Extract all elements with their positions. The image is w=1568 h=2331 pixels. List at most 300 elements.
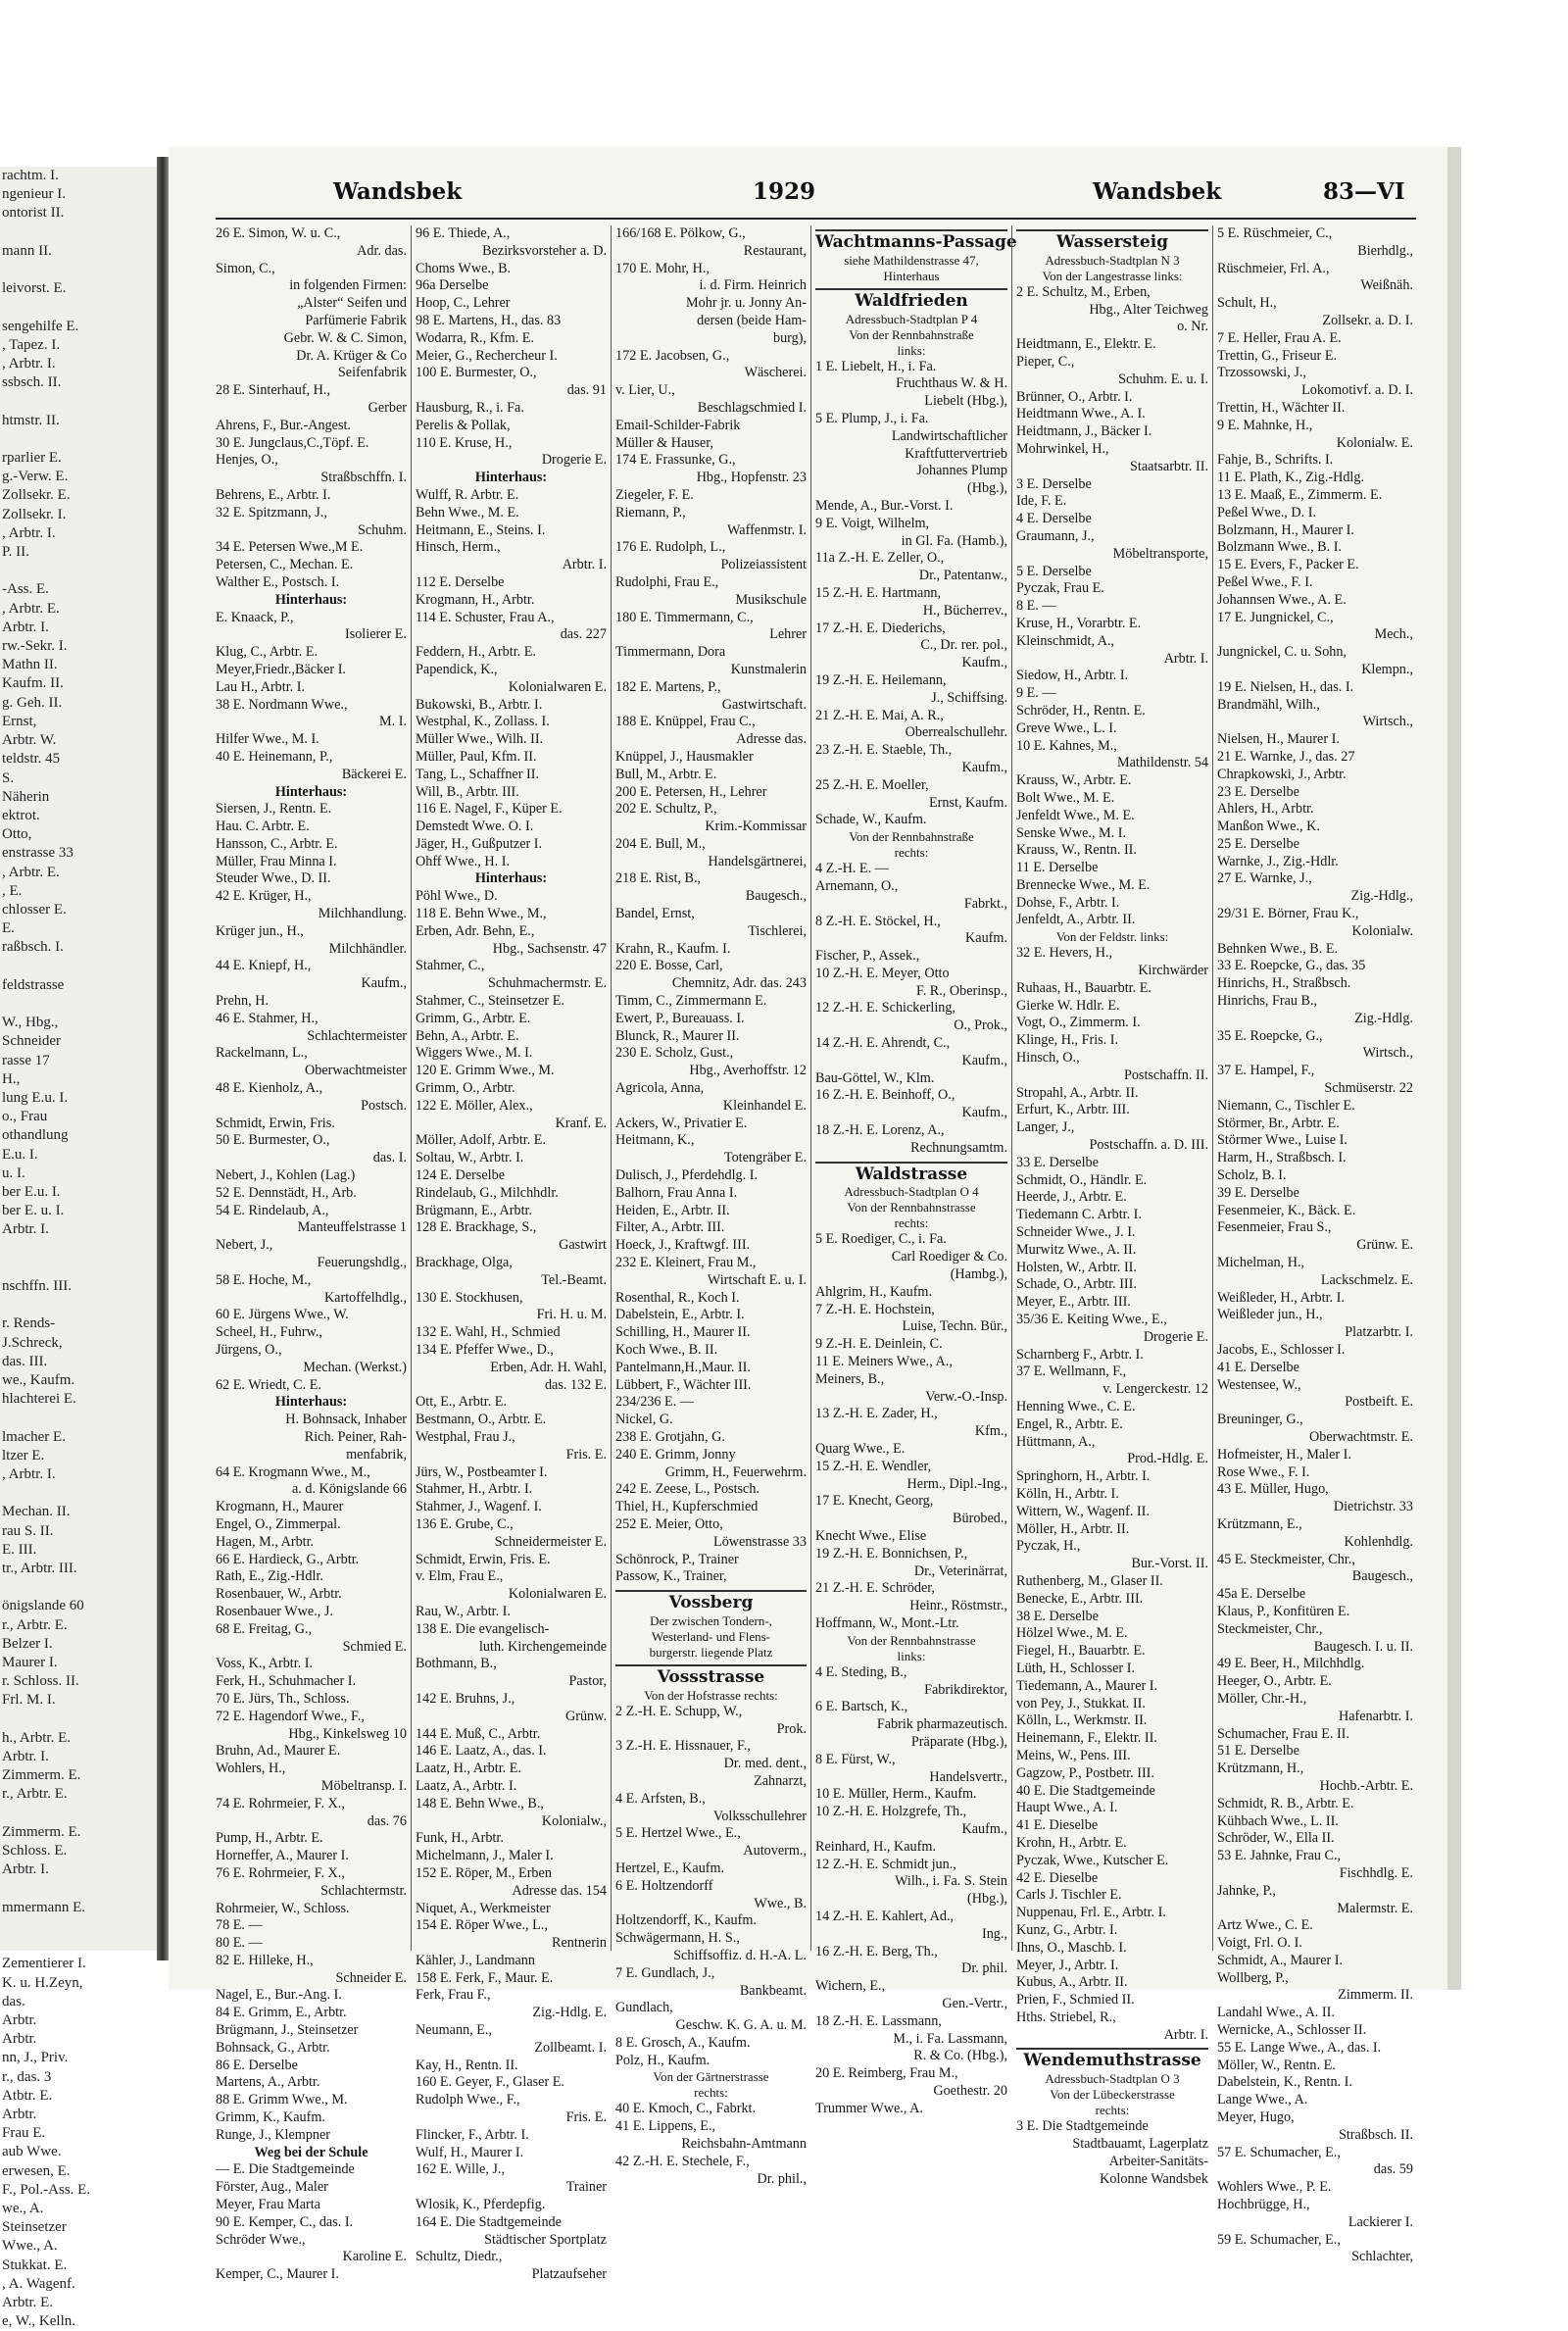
directory-entry: 230 E. Scholz, Gust., — [615, 1045, 734, 1062]
directory-entry: Luise, Techn. Bür., — [902, 1318, 1007, 1335]
header-page-number: 83—VI — [1323, 178, 1405, 205]
directory-entry: 43 E. Müller, Hugo, — [1217, 1481, 1329, 1498]
directory-entry: Carl Roediger & Co. — [891, 1249, 1007, 1265]
left-page-line: r., Arbtr. E. — [2, 1616, 68, 1633]
directory-entry: Brügmann, E., Arbtr. — [416, 1202, 533, 1218]
directory-entry: 4 E. Derselbe — [1016, 511, 1092, 527]
directory-entry: Städtischer Sportplatz — [484, 2231, 607, 2248]
directory-entry: 8 E. Grosch, A., Kaufm. — [615, 2034, 751, 2051]
directory-entry: 54 E. Rindelaub, A., — [216, 1202, 329, 1218]
directory-entry: Bierhdlg., — [1357, 242, 1413, 259]
directory-entry: Behrens, E., Arbtr. I. — [216, 486, 331, 503]
directory-entry: 40 E. Kmoch, C., Fabrkt. — [615, 2101, 757, 2117]
left-page-line: aub Wwe. — [2, 2144, 62, 2160]
left-page-line: teldstr. 45 — [2, 751, 61, 768]
directory-entry: das. 227 — [560, 626, 607, 643]
directory-entry: Schröder, H., Rentn. E. — [1016, 702, 1146, 719]
directory-entry: Polz, H., Kaufm. — [615, 2052, 710, 2068]
directory-entry: Ewert, P., Bureauass. I. — [615, 1010, 745, 1026]
directory-entry: 138 E. Die evangelisch- — [416, 1620, 550, 1637]
directory-entry: Platzaufseher — [531, 2266, 607, 2283]
directory-entry: (Hambg.), — [950, 1266, 1007, 1283]
column-3 — [615, 225, 807, 2187]
directory-entry: Email-Schilder-Fabrik — [615, 417, 741, 433]
directory-entry: 62 E. Wriedt, C. E. — [216, 1376, 321, 1393]
directory-entry: Papendick, K., — [416, 661, 498, 677]
left-page-line: Mechan. II. — [2, 1504, 71, 1520]
directory-entry: Rosenbauer, W., Arbtr. — [216, 1586, 342, 1603]
directory-entry: 42 E. Krüger, H., — [216, 888, 312, 905]
directory-entry: 30 E. Jungclaus,C.,Töpf. E. — [216, 434, 369, 451]
left-page-line: u. I. — [2, 1165, 25, 1181]
directory-entry: 10 Z.-H. E. Holzgrefe, Th., — [815, 1804, 967, 1820]
directory-entry: 7 E. Heller, Frau A. E. — [1217, 329, 1342, 346]
street-note: rechts: — [1095, 2103, 1130, 2118]
directory-entry: Karoline E. — [342, 2249, 407, 2265]
directory-entry: J., Schiffsing. — [931, 689, 1007, 706]
directory-entry: Krim.-Kommissar — [705, 818, 807, 835]
directory-entry: 18 Z.-H. E. Lassmann, — [815, 2012, 942, 2029]
directory-entry: Milchhandlung. — [318, 906, 407, 922]
directory-entry: Kähler, J., Landmann — [416, 1952, 535, 1968]
directory-entry: Schade, O., Arbtr. III. — [1016, 1276, 1137, 1293]
left-page-line — [0, 958, 157, 976]
directory-entry: das. 76 — [367, 1812, 407, 1829]
directory-entry: 42 Z.-H. E. Stechele, F., — [615, 2153, 750, 2169]
directory-entry: Schwägermann, H. S., — [615, 1930, 740, 1947]
directory-entry: Pyczak, H., — [1016, 1538, 1081, 1555]
left-page-line: leivorst. E. — [2, 280, 67, 297]
directory-entry: Staatsarbtr. II. — [1130, 458, 1208, 474]
directory-entry: Grünw. E. — [1356, 1237, 1413, 1254]
directory-entry: Rechnungsamtm. — [910, 1139, 1007, 1156]
left-page-line: Zollsekr. I. — [2, 506, 67, 522]
left-page-line: rasse 17 — [2, 1052, 50, 1068]
directory-entry: Petersen, C., Mechan. E. — [216, 557, 354, 573]
directory-entry: Rüschmeier, Frl. A., — [1217, 260, 1330, 276]
directory-entry: Pump, H., Arbtr. E. — [216, 1830, 323, 1847]
directory-entry: 5 E. Hertzel Wwe., E., — [615, 1825, 741, 1842]
directory-entry: 39 E. Derselbe — [1217, 1184, 1299, 1201]
directory-entry: Fris. E. — [565, 1446, 607, 1463]
left-page-line: rachtm. I. — [2, 168, 59, 183]
directory-entry: 240 E. Grimm, Jonny — [615, 1446, 736, 1463]
directory-entry: Hbg., Averhoffstr. 12 — [689, 1063, 807, 1079]
directory-entry: 8 E. Fürst, W., — [815, 1751, 896, 1767]
directory-entry: Scheel, H., Fuhrw., — [216, 1324, 323, 1341]
directory-entry: Neumann, E., — [416, 2022, 493, 2039]
directory-entry: Hafenarbtr. I. — [1338, 1708, 1413, 1724]
section-rule — [815, 288, 1007, 290]
left-page-line: Arbtr. I. — [2, 1749, 49, 1765]
left-page-line: mmermann E. — [2, 1899, 85, 1915]
street-heading: Waldstrasse — [855, 1164, 968, 1184]
directory-entry: 82 E. Hilleke, H., — [216, 1952, 314, 1968]
directory-entry: 114 E. Schuster, Frau A., — [416, 609, 555, 625]
directory-entry: Geschw. K. G. A. u. M. — [675, 2017, 807, 2034]
directory-entry: Rath, E., Zig.-Hdlr. — [216, 1568, 323, 1585]
directory-entry: Ihns, O., Maschb. I. — [1016, 1939, 1127, 1956]
directory-entry: 17 Z.-H. E. Diederichs, — [815, 620, 946, 636]
directory-entry: Schumacher, Frau E. II. — [1217, 1725, 1349, 1742]
directory-entry: Heinemann, F., Elektr. II. — [1016, 1730, 1157, 1747]
directory-entry: Bruhn, Ad., Maurer E. — [216, 1743, 341, 1760]
directory-entry: 55 E. Lange Wwe., A., das. I. — [1217, 2039, 1382, 2056]
left-page-line: Mathn II. — [2, 657, 58, 673]
directory-entry: Thiel, H., Kupferschmied — [615, 1499, 759, 1515]
directory-entry: 112 E. Derselbe — [416, 573, 505, 590]
left-page-line: Atbtr. E. — [2, 2087, 53, 2104]
directory-entry: 234/236 E. — — [615, 1394, 694, 1411]
directory-entry: Rau, W., Arbtr. I. — [416, 1603, 511, 1619]
directory-entry: Seifenfabrik — [337, 365, 407, 381]
directory-entry: Wirtsch., — [1362, 1045, 1413, 1062]
left-page-line: , Tapez. I. — [2, 336, 61, 353]
directory-entry: Kolonialw., — [541, 1812, 607, 1829]
directory-entry: 8 E. — — [1016, 598, 1056, 615]
directory-entry: Zig.-Hdlg. — [1354, 1010, 1413, 1026]
directory-entry: Wohlers, H., — [216, 1761, 286, 1777]
directory-entry: „Alster“ Seifen und — [297, 295, 407, 312]
directory-entry: 118 E. Behn Wwe., M., — [416, 906, 547, 922]
directory-entry: Greve Wwe., L. I. — [1016, 719, 1117, 736]
left-page-line: , Arbtr. I. — [2, 1466, 56, 1483]
column-divider — [411, 225, 412, 1951]
directory-entry: Scholz, B. I. — [1217, 1167, 1287, 1184]
directory-entry: Feddern, H., Arbtr. E. — [416, 644, 536, 661]
directory-entry: Martens, A., Arbtr. — [216, 2074, 320, 2091]
directory-entry: Quarg Wwe., E. — [815, 1441, 906, 1458]
directory-entry: 48 E. Kienholz, A., — [216, 1080, 323, 1097]
directory-entry: Wohlers Wwe., P. E. — [1217, 2179, 1332, 2196]
directory-entry: Meiners, B., — [815, 1370, 885, 1387]
book-gutter — [157, 157, 169, 1960]
column-divider — [611, 225, 612, 1951]
directory-entry: Kraftfuttervertrieb — [905, 445, 1007, 462]
directory-entry: Walther E., Postsch. I. — [216, 573, 340, 590]
directory-entry: Platzarbtr. I. — [1345, 1324, 1413, 1341]
directory-entry: Krahn, R., Kaufm. I. — [615, 940, 731, 957]
directory-entry: Jahnke, P., — [1217, 1882, 1276, 1899]
directory-entry: Präparate (Hbg.), — [910, 1733, 1007, 1750]
left-page-line: K. u. H.Zeyn, — [2, 1974, 83, 1991]
directory-entry: Schröder, W., Ella II. — [1217, 1830, 1335, 1847]
left-page-line: nschffn. III. — [2, 1277, 72, 1294]
directory-entry: Schmidt, Erwin, Fris. E. — [416, 1551, 551, 1567]
directory-entry: Prien, F., Schmied II. — [1016, 1992, 1135, 2009]
left-page-line: enstrasse 33 — [2, 845, 74, 862]
directory-entry: 21 Z.-H. E. Mai, A. R., — [815, 707, 944, 723]
directory-entry: Weißleder, H., Arbtr. I. — [1217, 1289, 1345, 1306]
subsection-label: Weg bei der Schule — [254, 2144, 368, 2160]
directory-entry: Kaufm. — [965, 930, 1007, 947]
left-page-line — [0, 1240, 157, 1259]
directory-entry: Lackschmelz. E. — [1320, 1271, 1413, 1288]
directory-entry: 176 E. Rudolph, L., — [615, 539, 726, 556]
left-page-line: , A. Wagenf. — [2, 2275, 75, 2292]
directory-entry: Meyer, Frau Marta — [216, 2197, 320, 2213]
directory-entry: Ahlers, H., Arbtr. — [1217, 801, 1314, 818]
directory-entry: 144 E. Muß, C., Arbtr. — [416, 1725, 541, 1742]
directory-entry: Kunstmalerin — [730, 661, 807, 677]
directory-entry: 32 E. Hevers, H., — [1016, 945, 1113, 962]
directory-entry: (Hbg.), — [967, 1891, 1007, 1908]
directory-entry: Meyer,Friedr.,Bäcker I. — [216, 661, 346, 677]
directory-entry: Steuder Wwe., D. II. — [216, 870, 331, 887]
directory-entry: 35/36 E. Keiting Wwe., E., — [1016, 1312, 1167, 1328]
directory-entry: Voss, K., Arbtr. I. — [216, 1656, 314, 1672]
left-page-line: Arbtr. W. — [2, 732, 57, 749]
street-note: rechts: — [894, 845, 929, 861]
left-page-line — [0, 261, 157, 279]
directory-entry: Jungnickel, C. u. Sohn, — [1217, 644, 1348, 661]
directory-entry: 41 E. Dieselbe — [1016, 1817, 1099, 1834]
directory-entry: Hbg., Hopfenstr. 23 — [696, 470, 807, 486]
directory-entry: 15 E. Evers, F., Packer E. — [1217, 557, 1359, 573]
directory-entry: 21 Z.-H. E. Schröder, — [815, 1580, 935, 1597]
left-page-line — [0, 1711, 157, 1729]
directory-entry: Klinge, H., Fris. I. — [1016, 1032, 1119, 1049]
directory-entry: Ahlgrim, H., Kaufm. — [815, 1283, 933, 1300]
directory-entry: 40 E. Heinemann, P., — [216, 748, 333, 765]
directory-entry: Hbg., Sachsenstr. 47 — [492, 940, 607, 957]
directory-entry: Fruchthaus W. & H. — [896, 375, 1007, 392]
left-page-line: F., Pol.-Ass. E. — [2, 2181, 91, 2198]
left-page-line: Arbtr. — [2, 2011, 37, 2028]
directory-entry: 90 E. Kemper, C., das. I. — [216, 2213, 354, 2230]
directory-entry: Erfurt, K., Arbtr. III. — [1016, 1102, 1130, 1118]
directory-entry: 66 E. Hardieck, G., Arbtr. — [216, 1551, 360, 1567]
section-rule — [1016, 229, 1208, 231]
directory-entry: 42 E. Dieselbe — [1016, 1869, 1099, 1886]
directory-entry: Niemann, C., Tischler E. — [1217, 1097, 1355, 1114]
left-page-line: r. Schloss. II. — [2, 1673, 79, 1690]
directory-entry: Dabelstein, K., Rentn. I. — [1217, 2074, 1352, 2091]
directory-entry: Kölln, H., Arbtr. I. — [1016, 1485, 1119, 1502]
directory-entry: Dr. A. Krüger & Co — [296, 347, 407, 364]
directory-entry: 9 E. Mahnke, H., — [1217, 417, 1313, 433]
directory-entry: Wulff, R. Arbtr. E. — [416, 486, 519, 503]
directory-entry: Rohrmeier, W., Schloss. — [216, 1900, 350, 1916]
left-page-line — [0, 1484, 157, 1503]
street-note: Adressbuch-Stadtplan O 4 — [844, 1184, 979, 1200]
directory-entry: Stahmer, C., Steinsetzer E. — [416, 993, 564, 1010]
directory-entry: in folgenden Firmen: — [289, 277, 407, 294]
directory-entry: Ott, E., Arbtr. E. — [416, 1394, 508, 1411]
directory-entry: Trainer — [565, 2179, 607, 2196]
directory-entry: Arbtr. I. — [562, 557, 607, 573]
directory-entry: Rentnerin — [552, 1935, 607, 1952]
directory-entry: 96 E. Thiede, A., — [416, 225, 511, 241]
directory-entry: Hoeck, J., Kraftwgf. III. — [615, 1237, 751, 1254]
directory-entry: Hinsch, O., — [1016, 1050, 1080, 1066]
street-heading: Vossstrasse — [657, 1666, 765, 1687]
directory-entry: Niquet, A., Werkmeister — [416, 1900, 551, 1916]
directory-entry: Fabrik pharmazeutisch. — [876, 1716, 1007, 1733]
directory-entry: Horneffer, A., Maurer I. — [216, 1848, 349, 1864]
directory-entry: Dabelstein, E., Arbtr. I. — [615, 1307, 745, 1323]
directory-entry: 128 E. Brackhage, S., — [416, 1219, 537, 1236]
directory-entry: Stahmer, J., Wagenf. I. — [416, 1499, 542, 1515]
directory-entry: Engel, O., Zimmerpal. — [216, 1515, 341, 1532]
directory-entry: Adresse das. 154 — [512, 1882, 607, 1899]
directory-entry: 26 E. Simon, W. u. C., — [216, 225, 341, 241]
directory-entry: 53 E. Jahnke, Frau C., — [1217, 1848, 1342, 1864]
directory-entry: in Gl. Fa. (Hamb.), — [901, 532, 1007, 549]
left-page-line: nn, J., Priv. — [2, 2050, 69, 2066]
directory-entry: 68 E. Freitag, G., — [216, 1620, 313, 1637]
left-page-line: Arbtr. I. — [2, 1861, 49, 1878]
directory-entry: Krüger jun., H., — [216, 922, 304, 939]
directory-entry: Trettin, H., Wächter II. — [1217, 399, 1346, 416]
directory-entry: 122 E. Möller, Alex., — [416, 1097, 533, 1114]
left-page-line: W., Hbg., — [2, 1015, 59, 1031]
section-rule — [815, 1162, 1007, 1164]
directory-entry: 100 E. Burmester, O., — [416, 365, 537, 381]
directory-entry: Rudolphi, Frau E., — [615, 573, 719, 590]
directory-entry: 3 E. Die Stadtgemeinde — [1016, 2118, 1149, 2135]
directory-entry: Kohlenhdlg. — [1344, 1533, 1413, 1550]
directory-entry: Schneider Wwe., J. I. — [1016, 1224, 1136, 1241]
directory-entry: Weißnäh. — [1360, 277, 1413, 294]
left-page-line — [0, 562, 157, 580]
street-note: Von der Gärtnerstrasse — [653, 2069, 769, 2085]
directory-entry: 2 E. Schultz, M., Erben, — [1016, 283, 1151, 300]
directory-entry: 16 Z.-H. E. Beinhoff, O., — [815, 1087, 956, 1104]
directory-entry: 23 Z.-H. E. Staeble, Th., — [815, 742, 953, 759]
directory-entry: Perelis & Pollak, — [416, 417, 511, 433]
directory-entry: (Hbg.), — [967, 480, 1007, 497]
directory-entry: Lüth, H., Schlosser I. — [1016, 1660, 1135, 1676]
header-left-town: Wandsbek — [333, 178, 463, 205]
directory-entry: 7 Z.-H. E. Hochstein, — [815, 1301, 935, 1317]
directory-entry: 110 E. Kruse, H., — [416, 434, 513, 451]
directory-entry: Schmidt, R. B., Arbtr. E. — [1217, 1795, 1354, 1811]
directory-entry: Henning Wwe., C. E. — [1016, 1399, 1136, 1414]
directory-entry: Kolonialwaren E. — [508, 1586, 607, 1603]
directory-entry: Meier, G., Rechercheur I. — [416, 347, 558, 364]
directory-entry: i. d. Firm. Heinrich — [699, 277, 807, 294]
left-page-line: E.u. I. — [2, 1146, 38, 1163]
directory-entry: 3 E. Derselbe — [1016, 475, 1092, 492]
directory-entry: Fabrikdirektor, — [924, 1681, 1007, 1698]
directory-entry: Schult, H., — [1217, 295, 1277, 312]
directory-entry: Bohnsack, G., Arbtr. — [216, 2039, 330, 2056]
street-note: Westerland- und Flens- — [652, 1628, 770, 1644]
directory-entry: Baugesch., — [745, 888, 807, 905]
directory-entry: Straßbschffn. I. — [320, 470, 407, 486]
left-page-line: e, W., Kelln. — [2, 2313, 75, 2330]
section-rule — [615, 1590, 807, 1592]
directory-entry: Musikschule — [735, 591, 807, 608]
directory-entry: Chrapkowski, J., Arbtr. — [1217, 766, 1347, 782]
directory-entry: 116 E. Nagel, F., Küper E. — [416, 801, 563, 818]
left-page-line: o., Frau — [2, 1109, 48, 1125]
directory-entry: Heiden, E., Arbtr. II. — [615, 1202, 730, 1218]
left-page-line: raßbsch. I. — [2, 939, 64, 956]
directory-entry: Vogt, O., Zimmerm. I. — [1016, 1015, 1141, 1031]
directory-entry: Kleinhandel E. — [722, 1097, 807, 1114]
directory-entry: 4 E. Steding, B., — [815, 1663, 907, 1680]
directory-entry: Westphal, Frau J., — [416, 1428, 515, 1445]
directory-entry: Krützmann, E., — [1217, 1515, 1302, 1532]
directory-entry: Wollberg, P., — [1217, 1969, 1289, 1986]
directory-entry: 34 E. Petersen Wwe.,M E. — [216, 539, 364, 556]
directory-entry: Schneidermeister E. — [494, 1533, 607, 1550]
directory-entry: Stahmer, C., — [416, 958, 485, 974]
directory-entry: 49 E. Beer, H., Milchhdlg. — [1217, 1656, 1365, 1672]
directory-entry: Zig.-Hdlg., — [1350, 888, 1413, 905]
directory-entry: 18 Z.-H. E. Lorenz, A., — [815, 1122, 945, 1139]
directory-entry: 23 E. Derselbe — [1217, 783, 1299, 800]
directory-entry: 17 E. Knecht, Georg, — [815, 1493, 934, 1510]
directory-entry: Warnke, J., Zig.-Hdlr. — [1217, 853, 1339, 869]
directory-entry: 40 E. Die Stadtgemeinde — [1016, 1782, 1155, 1799]
directory-entry: Goethestr. 20 — [933, 2082, 1007, 2099]
directory-entry: Benecke, E., Arbtr. III. — [1016, 1590, 1144, 1607]
left-page-line: Arbtr. I. — [2, 619, 49, 635]
directory-entry: — E. Die Stadtgemeinde — [216, 2161, 355, 2178]
directory-entry: Westensee, W., — [1217, 1376, 1301, 1393]
directory-entry: Langer, J., — [1016, 1119, 1075, 1136]
directory-entry: Hau. C. Arbtr. E. — [216, 818, 310, 835]
street-heading: Wachtmanns-Passage — [815, 232, 1017, 252]
directory-entry: Prehn, H. — [216, 993, 269, 1010]
directory-entry: Dohse, F., Arbtr. I. — [1016, 894, 1120, 911]
directory-entry: Jürgens, O., — [216, 1342, 282, 1358]
directory-entry: Zollsekr. a. D. I. — [1322, 312, 1413, 328]
directory-entry: 32 E. Spitzmann, J., — [216, 504, 327, 521]
directory-entry: Behnken Wwe., B. E. — [1217, 940, 1339, 957]
directory-entry: Nickel, G. — [615, 1412, 673, 1428]
directory-entry: Heitmann, E., Steins. I. — [416, 521, 546, 538]
directory-entry: 45 E. Steckmeister, Chr., — [1217, 1551, 1355, 1567]
directory-entry: 11 E. Derselbe — [1016, 860, 1099, 876]
directory-entry: Haupt Wwe., A. I. — [1016, 1800, 1118, 1816]
directory-entry: Mohr jr. u. Jonny An- — [686, 295, 807, 312]
directory-entry: 14 Z.-H. E. Kahlert, Ad., — [815, 1908, 955, 1924]
directory-entry: das. 91 — [566, 382, 607, 399]
directory-entry: Postschaffn. a. D. III. — [1089, 1137, 1208, 1154]
directory-entry: Feuerungshdlg., — [317, 1255, 407, 1271]
directory-entry: Fiegel, H., Bauarbtr. E. — [1016, 1643, 1146, 1660]
directory-entry: Bull, M., Arbtr. E. — [615, 766, 717, 782]
directory-entry: Fris. E. — [565, 2109, 607, 2126]
street-note: Von der Lübeckerstrasse — [1050, 2087, 1175, 2103]
left-page-line — [0, 430, 157, 449]
directory-entry: Brackhage, Olga, — [416, 1255, 513, 1271]
directory-entry: Möller, Adolf, Arbtr. E. — [416, 1132, 547, 1149]
directory-entry: Holsten, W., Arbtr. II. — [1016, 1259, 1137, 1275]
directory-entry: Wirtsch., — [1362, 714, 1413, 730]
directory-entry: Will, B., Arbtr. III. — [416, 783, 519, 800]
left-page-line: Arbtr. — [2, 2031, 37, 2048]
directory-entry: Fischer, P., Assek., — [815, 948, 920, 965]
directory-entry: Rindelaub, G., Milchhdlr. — [416, 1184, 559, 1201]
directory-entry: Bankbeamt. — [739, 1982, 807, 1999]
directory-entry: Timmermann, Dora — [615, 644, 726, 661]
directory-entry: Schuhm. E. u. I. — [1118, 371, 1208, 387]
directory-entry: Möbeltransp. I. — [320, 1777, 407, 1794]
directory-entry: 120 E. Grimm Wwe., M. — [416, 1063, 555, 1079]
directory-entry: M., i. Fa. Lassmann, — [893, 2030, 1007, 2047]
directory-entry: Straßbsch. II. — [1338, 2126, 1413, 2143]
directory-entry: Dr. phil., — [757, 2170, 807, 2187]
directory-entry: Peßel Wwe., F. I. — [1217, 573, 1313, 590]
directory-entry: Kaufm., — [961, 655, 1007, 671]
left-page-line — [0, 392, 157, 411]
directory-entry: 158 E. Ferk, F., Maur. E. — [416, 1969, 554, 1986]
